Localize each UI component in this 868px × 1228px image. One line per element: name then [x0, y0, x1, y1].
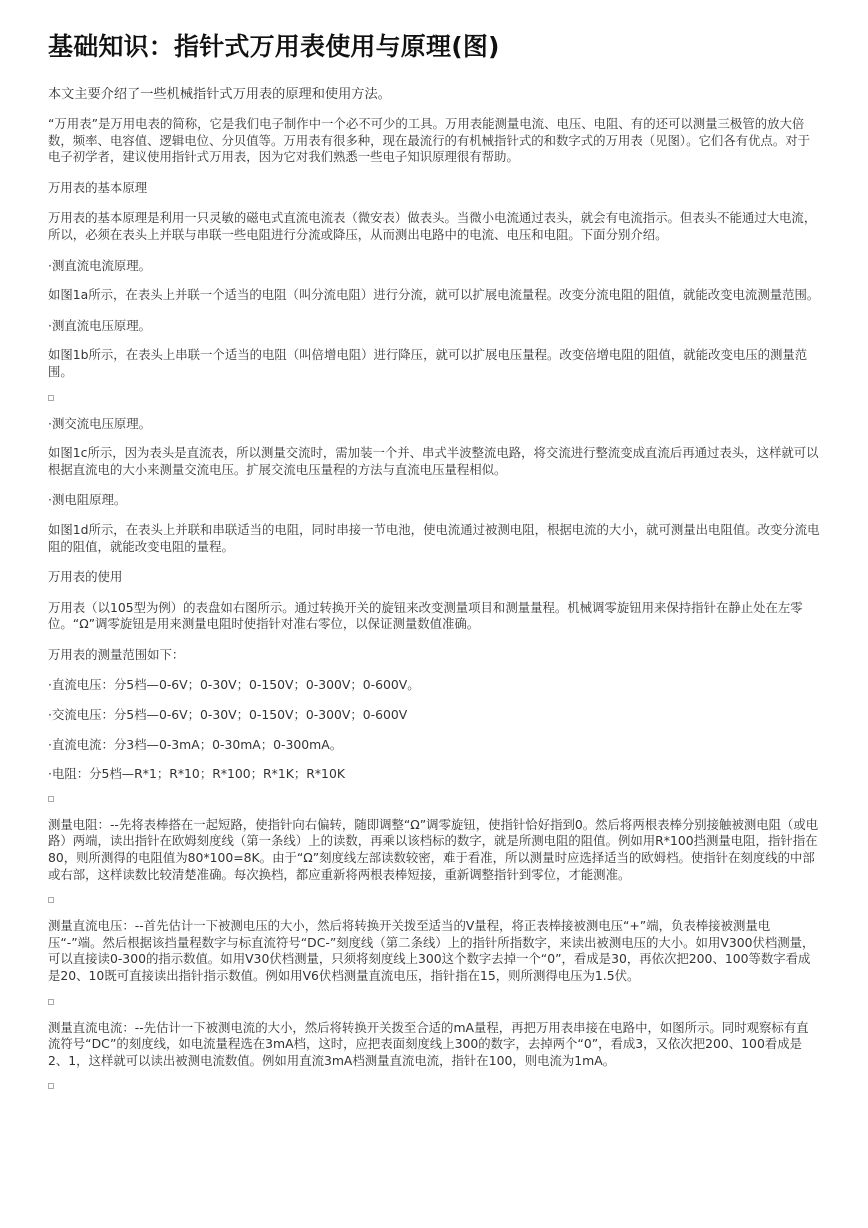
bullet-heading: ·测直流电压原理。: [48, 317, 152, 333]
paragraph: 测量直流电压：--首先估计一下被测电压的大小，然后将转换开关拨至适当的V量程，将正表棒接被测电压“+”端，负表棒接被测量电压“-”端。然后根据该挡量程数字与标直流符号“DC-”刻度线（第二条线）上的指针所指数字，来读出被测电压的大小。如用V300伏档测量，可以直接读0-300的指示数值。如用V30伏档测量，只须将刻度线上300这个数字去掉一个“0”，看成是30，再依次把200、100等数字看成是20、10既可直接读出指针指示数值。例如用V6伏档测量直流电压，指针指在15，则所测得电压为1.5伏。: [48, 918, 815, 983]
image-placeholder: [48, 897, 54, 903]
image-placeholder: [48, 999, 54, 1005]
paragraph: 测量直流电流：--先估计一下被测电流的大小，然后将转换开关拨至合适的mA量程，再把万用表串接在电路中，如图所示。同时观察标有直流符号“DC”的刻度线，如电流量程选在3mA档，这时，应把表面刻度线上300的数字，去掉两个“0”，看成3，又依次把200、100看成是2、1，这样就可以读出被测电流数值。例如用直流3mA档测量直流电流，指针在100，则电流为1mA。: [48, 1019, 809, 1068]
image-placeholder: [48, 395, 54, 401]
intro-text: 本文主要介绍了一些机械指针式万用表的原理和使用方法。: [48, 87, 391, 102]
paragraph: 万用表的基本原理是利用一只灵敏的磁电式直流电流表（微安表）做表头。当微小电流通过表头，就会有电流指示。但表头不能通过大电流，所以，必须在表头上并联与串联一些电阻进行分流或降压，从而测出电路中的电流、电压和电阻。下面分别介绍。: [48, 210, 817, 242]
section-heading: 万用表的基本原理: [48, 179, 148, 195]
paragraph: 万用表（以105型为例）的表盘如右图所示。通过转换开关的旋钮来改变测量项目和测量量程。机械调零旋钮用来保持指针在静止处在左零位。“Ω”调零旋钮是用来测量电阻时使指针对准右零位，以保证测量数值准确。: [48, 599, 803, 632]
image-placeholder: [48, 796, 54, 802]
page-title: 基础知识：指针式万用表使用与原理(图): [48, 32, 500, 61]
range-item: ·直流电流：分3档—0-3mA；0-30mA；0-300mA。: [48, 736, 343, 752]
bullet-heading: ·测直流电流原理。: [48, 257, 152, 273]
section-heading: 万用表的使用: [48, 569, 123, 585]
paragraph: 如图1c所示，因为表头是直流表，所以测量交流时，需加装一个并、串式半波整流电路，将交流进行整流变成直流后再通过表头，这样就可以根据直流电的大小来测量交流电压。扩展交流电压量程的方法与直流电压量程相似。: [48, 445, 819, 477]
range-item: ·电阻：分5档—R*1；R*10；R*100；R*1K；R*10K: [48, 766, 345, 782]
article: [48, 30, 820, 1104]
section-heading: 万用表的测量范围如下：: [48, 646, 185, 662]
bullet-heading: ·测交流电压原理。: [48, 415, 152, 431]
bullet-heading: ·测电阻原理。: [48, 492, 127, 508]
paragraph: “万用表”是万用电表的简称，它是我们电子制作中一个必不可少的工具。万用表能测量电流、电压、电阻、有的还可以测量三极管的放大倍数，频率、电容值、逻辑电位、分贝值等。万用表有很多种，现在最流行的有机械指针式的和数字式的万用表（见图）。它们各有优点。对于电子初学者，建议使用指针式万用表，因为它对我们熟悉一些电子知识原理很有帮助。: [48, 116, 811, 165]
paragraph: 如图1b所示，在表头上串联一个适当的电阻（叫倍增电阻）进行降压，就可以扩展电压量程。改变倍增电阻的阻值，就能改变电压的测量范围。: [48, 347, 808, 379]
paragraph: 如图1a所示，在表头上并联一个适当的电阻（叫分流电阻）进行分流，就可以扩展电流量程。改变分流电阻的阻值，就能改变电流测量范围。: [48, 287, 820, 303]
paragraph: 如图1d所示，在表头上并联和串联适当的电阻，同时串接一节电池，使电流通过被测电阻，根据电流的大小，就可测量出电阻值。改变分流电阻的阻值，就能改变电阻的量程。: [48, 521, 820, 554]
image-placeholder: [48, 1083, 54, 1089]
range-item: ·直流电压：分5档—0-6V；0-30V；0-150V；0-300V；0-600V。: [48, 677, 420, 693]
paragraph: 测量电阻：--先将表棒搭在一起短路，使指针向右偏转，随即调整“Ω”调零旋钮，使指针恰好指到0。然后将两根表棒分别接触被测电阻（或电路）两端，读出指针在欧姆刻度线（第一条线）上的读数，再乘以该档标的数字，就是所测电阻的阻值。例如用R*100挡测量电阻，指针指在80，则所测得的电阻值为80*100=8K。由于“Ω”刻度线左部读数较密，难于看准，所以测量时应选择适当的欧姆档。使指针在刻度线的中部或右部，这样读数比较清楚准确。每次换档，都应重新将两根表棒短接，重新调整指针到零位，才能测准。: [48, 816, 819, 882]
range-item: ·交流电压：分5档—0-6V；0-30V；0-150V；0-300V；0-600V: [48, 707, 408, 723]
